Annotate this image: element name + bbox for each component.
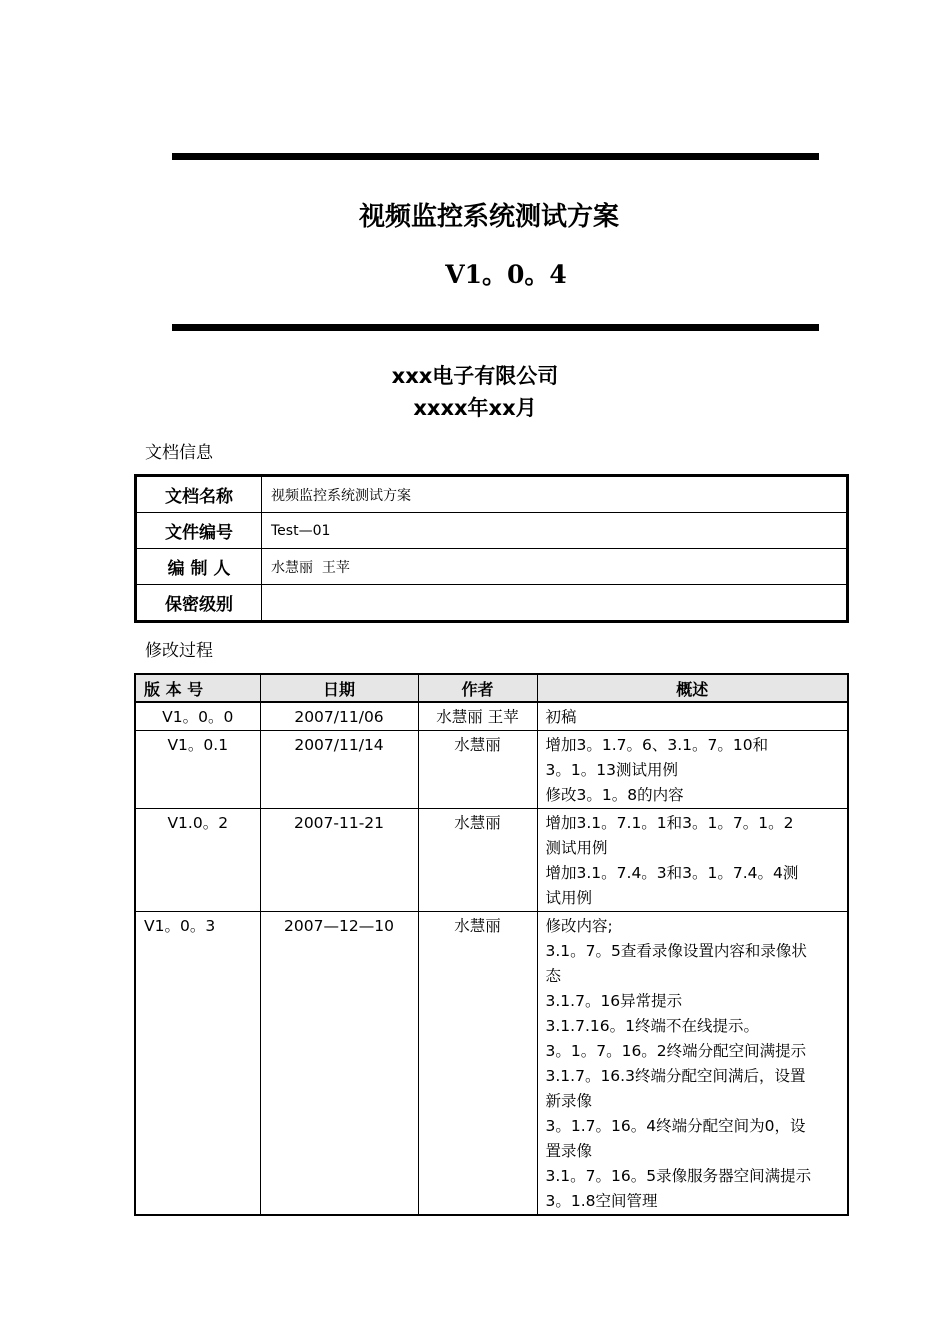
file-number-value: Test—01 — [262, 513, 848, 549]
revision-heading: 修改过程 — [145, 641, 213, 661]
security-level-value — [262, 585, 848, 622]
date-cell: 2007/11/06 — [260, 702, 418, 731]
column-header-summary: 概述 — [537, 674, 848, 702]
table-row — [135, 912, 848, 1216]
table-row — [136, 585, 848, 622]
summary-line: 3.1。7。5查看录像设置内容和录像状 — [545, 942, 807, 960]
summary-line: 置录像 — [545, 1142, 593, 1160]
table-row — [135, 731, 848, 809]
table-row — [136, 549, 848, 585]
document-title: 视频监控系统测试方案 — [358, 202, 619, 232]
company-name: xxx电子有限公司 — [391, 364, 559, 388]
summary-line: 测试用例 — [545, 839, 608, 857]
version-cell: V1.0。2 — [135, 809, 260, 912]
summary-line: 增加3.1。7.1。1和3。1。7。1。2 — [545, 814, 794, 832]
doc-name-key: 文档名称 — [136, 476, 262, 513]
author-cell: 水慧丽 王苹 — [418, 702, 537, 731]
column-header-author: 作者 — [418, 674, 537, 702]
summary-cell — [537, 809, 848, 912]
bottom-rule — [172, 324, 819, 331]
summary-line: 3.1.7。16.3终端分配空间满后，设置 — [545, 1067, 806, 1085]
document-date: xxxx年xx月 — [413, 396, 537, 420]
summary-cell — [537, 702, 848, 731]
summary-line: 增加3。1.7。6、3.1。7。10和 — [545, 736, 769, 754]
version-cell: V1。0.1 — [135, 731, 260, 809]
table-row — [135, 809, 848, 912]
author-cell: 水慧丽 — [418, 912, 537, 1216]
summary-cell — [537, 912, 848, 1216]
doc-info-table — [134, 474, 849, 623]
summary-line: 试用例 — [545, 889, 593, 907]
summary-line: 新录像 — [545, 1092, 593, 1110]
doc-info-heading: 文档信息 — [145, 443, 213, 463]
summary-line: 3。1。7。16。2终端分配空间满提示 — [545, 1042, 807, 1060]
date-cell: 2007—12—10 — [260, 912, 418, 1216]
table-header-row — [135, 674, 848, 702]
author-cell: 水慧丽 — [418, 809, 537, 912]
table-row — [135, 702, 848, 731]
summary-line: 3.1.7.16。1终端不在线提示。 — [545, 1017, 759, 1035]
table-row — [136, 476, 848, 513]
summary-cell — [537, 731, 848, 809]
summary-line: 修改内容; — [545, 917, 613, 935]
column-header-version: 版 本 号 — [135, 674, 260, 702]
file-number-key: 文件编号 — [136, 513, 262, 549]
doc-name-value: 视频监控系统测试方案 — [262, 476, 848, 513]
summary-line: 态 — [545, 967, 562, 985]
summary-line: 3。1.7。16。4终端分配空间为0，设 — [545, 1117, 806, 1135]
column-header-date: 日期 — [260, 674, 418, 702]
version-cell: V1。0。3 — [135, 912, 260, 1216]
summary-line: 初稿 — [545, 708, 577, 726]
document-version: V1。0。4 — [445, 260, 567, 289]
table-row — [136, 513, 848, 549]
version-cell: V1。0。0 — [135, 702, 260, 731]
summary-line: 3。1。13测试用例 — [545, 761, 678, 779]
summary-line: 3.1。7。16。5录像服务器空间满提示 — [545, 1167, 812, 1185]
security-level-key: 保密级别 — [136, 585, 262, 622]
author-cell: 水慧丽 — [418, 731, 537, 809]
summary-line: 修改3。1。8的内容 — [545, 786, 684, 804]
top-rule — [172, 153, 819, 160]
author-key: 编 制 人 — [136, 549, 262, 585]
revision-table — [134, 673, 849, 1216]
summary-line: 增加3.1。7.4。3和3。1。7.4。4测 — [545, 864, 799, 882]
summary-line: 3.1.7。16异常提示 — [545, 992, 683, 1010]
date-cell: 2007/11/14 — [260, 731, 418, 809]
summary-line: 3。1.8空间管理 — [545, 1192, 658, 1210]
author-value: 水慧丽 王苹 — [262, 549, 848, 585]
date-cell: 2007-11-21 — [260, 809, 418, 912]
